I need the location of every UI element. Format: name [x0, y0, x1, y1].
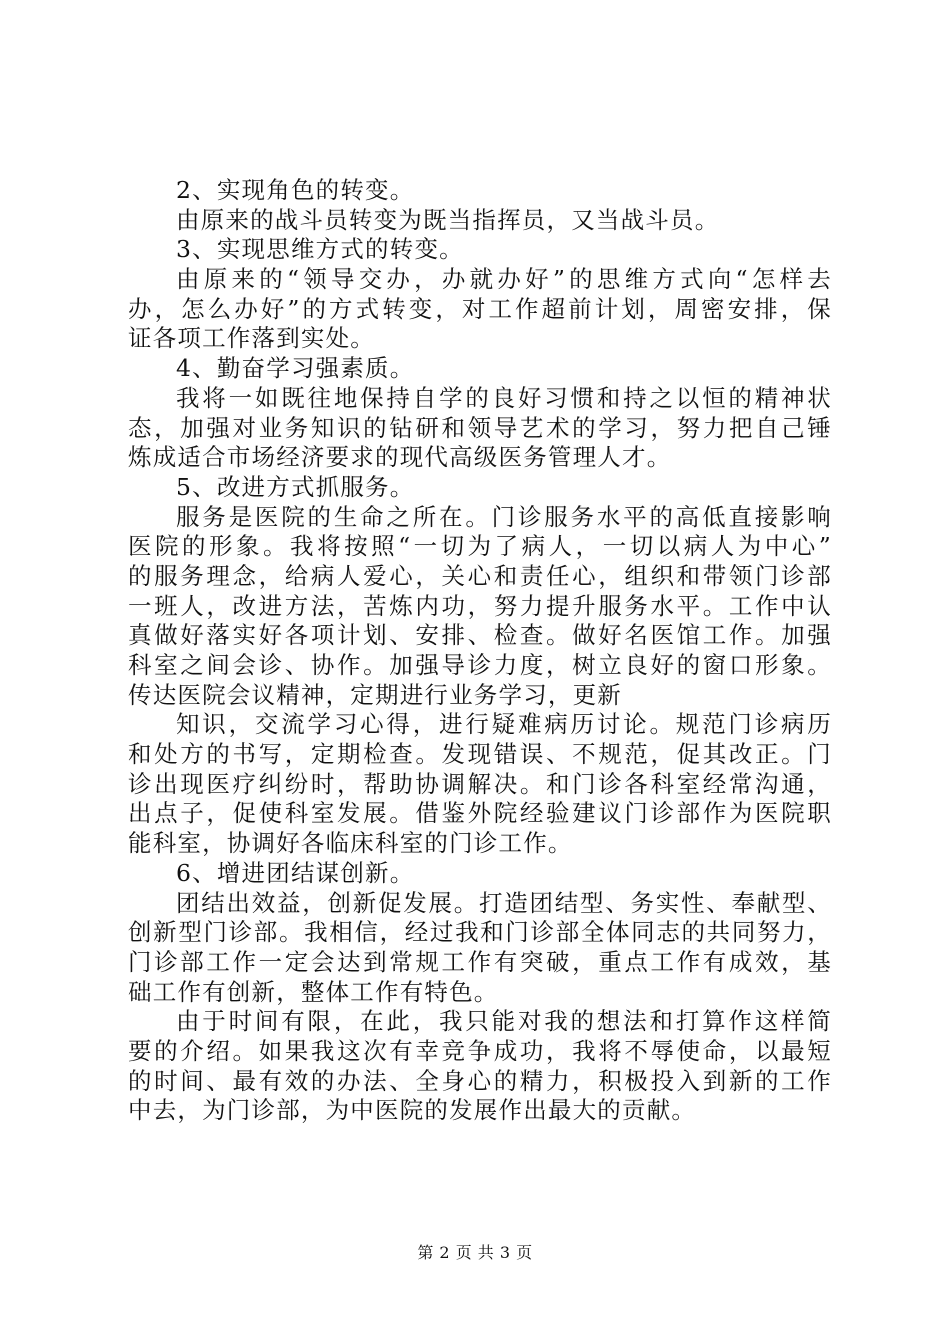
- text-line: 由原来的“领导交办，办就办好”的思维方式向“怎样去: [176, 265, 832, 294]
- text-line: 知识，交流学习心得，进行疑难病历讨论。规范门诊病历: [176, 710, 832, 739]
- text-line: 医院的形象。我将按照“一切为了病人，一切以病人为中心”: [128, 532, 832, 561]
- text-line: 4、勤奋学习强素质。: [176, 354, 415, 383]
- text-line: 的服务理念，给病人爱心，关心和责任心，组织和带领门诊部: [128, 561, 832, 590]
- text-line: 由原来的战斗员转变为既当指挥员，又当战斗员。: [176, 205, 720, 234]
- text-line: 我将一如既往地保持自学的良好习惯和持之以恒的精神状: [176, 383, 832, 412]
- text-line: 的时间、最有效的办法、全身心的精力，积极投入到新的工作: [128, 1066, 832, 1095]
- text-line: 和处方的书写，定期检查。发现错误、不规范，促其改正。门: [128, 740, 832, 769]
- text-line: 服务是医院的生命之所在。门诊服务水平的高低直接影响: [176, 502, 832, 531]
- text-line: 诊出现医疗纠纷时，帮助协调解决。和门诊各科室经常沟通，: [128, 769, 832, 798]
- text-line: 科室之间会诊、协作。加强导诊力度，树立良好的窗口形象。: [128, 651, 832, 679]
- text-line: 门诊部工作一定会达到常规工作有突破，重点工作有成效，基: [128, 947, 832, 976]
- text-line: 要的介绍。如果我这次有幸竞争成功，我将不辱使命，以最短: [128, 1036, 832, 1065]
- text-line: 证各项工作落到实处。: [128, 324, 375, 353]
- text-line: 办，怎么办好”的方式转变，对工作超前计划，周密安排，保: [128, 294, 832, 323]
- text-line: 态，加强对业务知识的钻研和领导艺术的学习，努力把自己锤: [128, 413, 832, 442]
- text-line: 3、实现思维方式的转变。: [176, 235, 464, 264]
- text-line: 由于时间有限，在此，我只能对我的想法和打算作这样简: [176, 1007, 832, 1036]
- document-body: [128, 176, 832, 1126]
- text-line: 炼成适合市场经济要求的现代高级医务管理人才。: [128, 443, 672, 472]
- text-line: 传达医院会议精神，定期进行业务学习，更新: [128, 680, 622, 709]
- text-line: 2、实现角色的转变。: [176, 176, 415, 204]
- text-line: 6、增进团结谋创新。: [176, 858, 415, 887]
- text-line: 中去，为门诊部，为中医院的发展作出最大的贡献。: [128, 1096, 697, 1125]
- text-line: 一班人，改进方法，苦炼内功，努力提升服务水平。工作中认: [128, 591, 832, 620]
- text-line: 础工作有创新，整体工作有特色。: [128, 977, 499, 1006]
- text-line: 团结出效益，创新促发展。打造团结型、务实性、奉献型、: [176, 888, 832, 917]
- text-line: 创新型门诊部。我相信，经过我和门诊部全体同志的共同努力，: [128, 918, 832, 947]
- text-line: 出点子，促使科室发展。借鉴外院经验建议门诊部作为医院职: [128, 799, 832, 828]
- text-line: 5、改进方式抓服务。: [176, 472, 415, 501]
- page-number-footer: 第 2 页 共 3 页: [417, 1243, 533, 1262]
- text-line: 真做好落实好各项计划、安排、检查。做好名医馆工作。加强: [128, 621, 832, 650]
- text-line: 能科室，协调好各临床科室的门诊工作。: [128, 829, 573, 858]
